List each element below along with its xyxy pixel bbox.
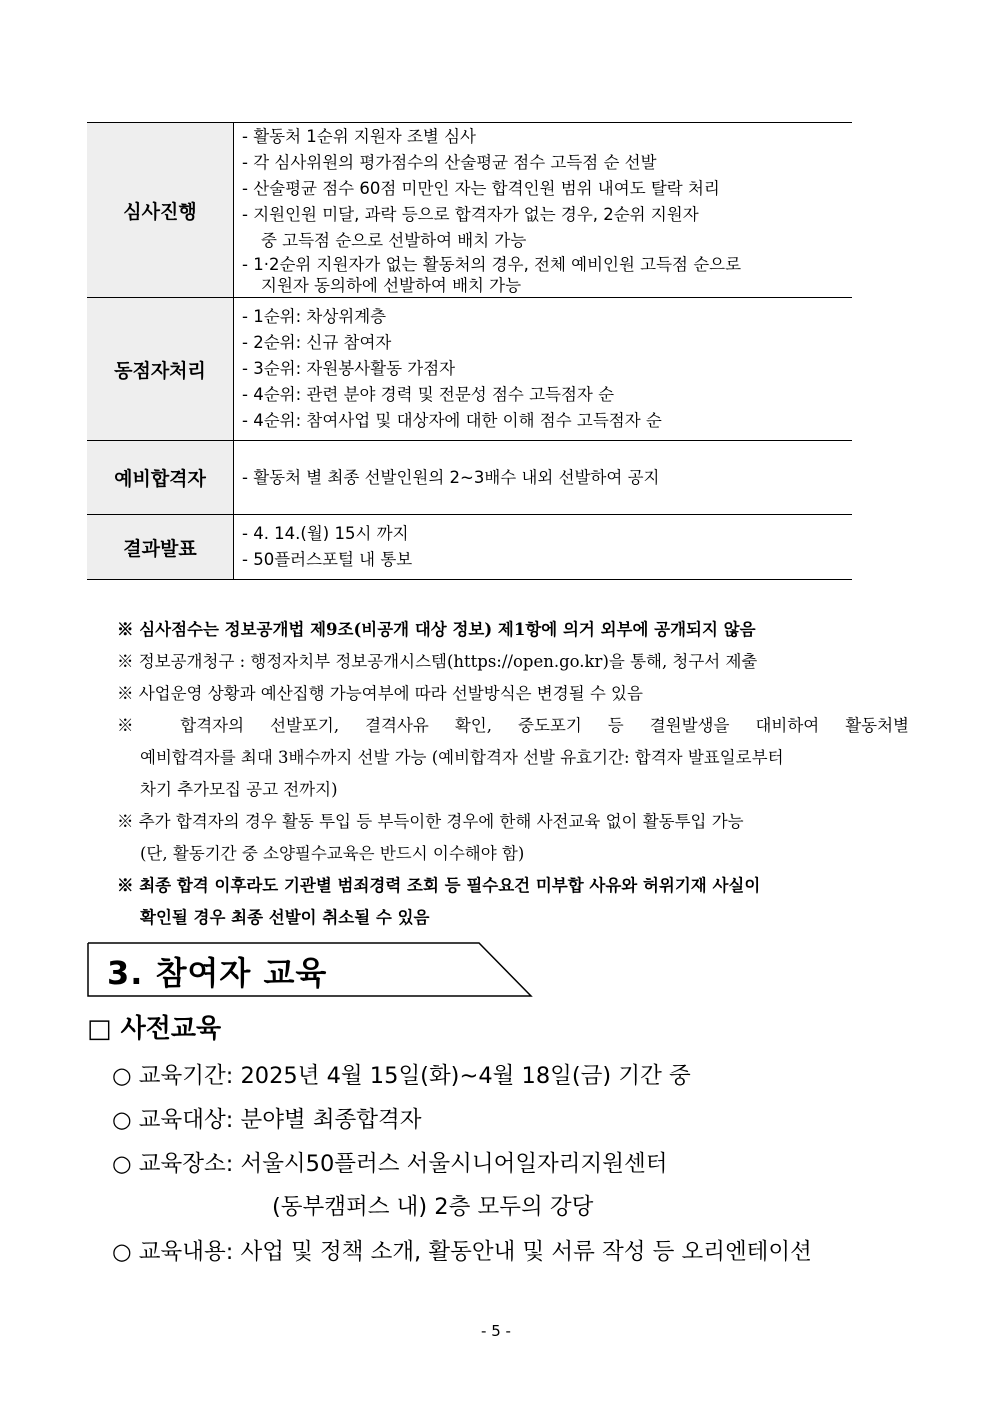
education-location-detail: (동부캠퍼스 내) 2층 모두의 강당 [272, 1194, 594, 1220]
row-line: 중 고득점 순으로 선발하여 배치 가능 [261, 231, 527, 250]
row-line: - 2순위: 신규 참여자 [242, 333, 392, 352]
note: 예비합격자를 최대 3배수까지 선발 가능 (예비합격자 선발 유효기간: 합격자 발표일로부터 [140, 748, 784, 767]
row-label: 결과발표 [87, 515, 234, 580]
education-location: ○ 교육장소: 서울시50플러스 서울시니어일자리지원센터 [112, 1151, 668, 1177]
note: 확인될 경우 최종 선발이 취소될 수 있음 [140, 908, 430, 927]
note: ※ 최종 합격 이후라도 기관별 범죄경력 조회 등 필수요건 미부합 사유와 허위기재 사실이 [117, 876, 761, 895]
note: (단, 활동기간 중 소양필수교육은 반드시 이수해야 함) [140, 844, 525, 863]
row-label: 예비합격자 [87, 441, 234, 515]
row-line: - 4순위: 관련 분야 경력 및 전문성 점수 고득점자 순 [242, 385, 615, 404]
note: 차기 추가모집 공고 전까지) [140, 780, 338, 799]
section-heading [87, 942, 531, 996]
row-line: - 50플러스포털 내 통보 [242, 550, 413, 569]
note: ※ 심사점수는 정보공개법 제9조(비공개 대상 정보) 제1항에 의거 외부에 공개되지 않음 [117, 620, 756, 639]
row-label: 심사진행 [87, 123, 234, 298]
table-row [87, 515, 852, 580]
table-row [87, 123, 852, 298]
row-line: - 각 심사위원의 평가점수의 산술평균 점수 고득점 순 선발 [242, 153, 657, 172]
row-line: - 활동처 1순위 지원자 조별 심사 [242, 127, 476, 146]
row-line: - 4순위: 참여사업 및 대상자에 대한 이해 점수 고득점자 순 [242, 411, 662, 430]
row-label: 동점자처리 [87, 298, 234, 441]
education-period: ○ 교육기간: 2025년 4월 15일(화)~4월 18일(금) 기간 중 [112, 1063, 691, 1089]
table-row [87, 441, 852, 515]
note: ※ 정보공개청구 : 행정자치부 정보공개시스템(https://open.go.kr)을 통해, 청구서 제출 [117, 652, 758, 671]
subsection-title: □ 사전교육 [87, 1014, 222, 1044]
education-content: ○ 교육내용: 사업 및 정책 소개, 활동안내 및 서류 작성 등 오리엔테이션 [112, 1239, 812, 1265]
row-line: - 산술평균 점수 60점 미만인 자는 합격인원 범위 내여도 탈락 처리 [242, 179, 720, 198]
note: ※ 합격자의 선발포기, 결격사유 확인, 중도포기 등 결원발생을 대비하여 활동처별 [117, 716, 909, 735]
education-target: ○ 교육대상: 분야별 최종합격자 [112, 1107, 422, 1133]
row-line: 지원자 동의하에 선발하여 배치 가능 [261, 276, 522, 295]
row-line: - 3순위: 자원봉사활동 가점자 [242, 359, 456, 378]
row-line: - 1·2순위 지원자가 없는 활동처의 경우, 전체 예비인원 고득점 순으로 [242, 255, 742, 274]
row-line: - 지원인원 미달, 과락 등으로 합격자가 없는 경우, 2순위 지원자 [242, 205, 699, 224]
notes [117, 614, 909, 934]
note: ※ 사업운영 상황과 예산집행 가능여부에 따라 선발방식은 변경될 수 있음 [117, 684, 643, 703]
selection-table [87, 122, 852, 580]
page-number: - 5 - [481, 1322, 511, 1340]
note: ※ 추가 합격자의 경우 활동 투입 등 부득이한 경우에 한해 사전교육 없이 활동투입 가능 [117, 812, 744, 831]
table-row [87, 298, 852, 441]
row-line: - 1순위: 차상위계층 [242, 307, 387, 326]
row-line: - 4. 14.(월) 15시 까지 [242, 524, 409, 543]
section-title: 3. 참여자 교육 [107, 954, 328, 992]
row-line: - 활동처 별 최종 선발인원의 2~3배수 내외 선발하여 공지 [242, 467, 660, 487]
